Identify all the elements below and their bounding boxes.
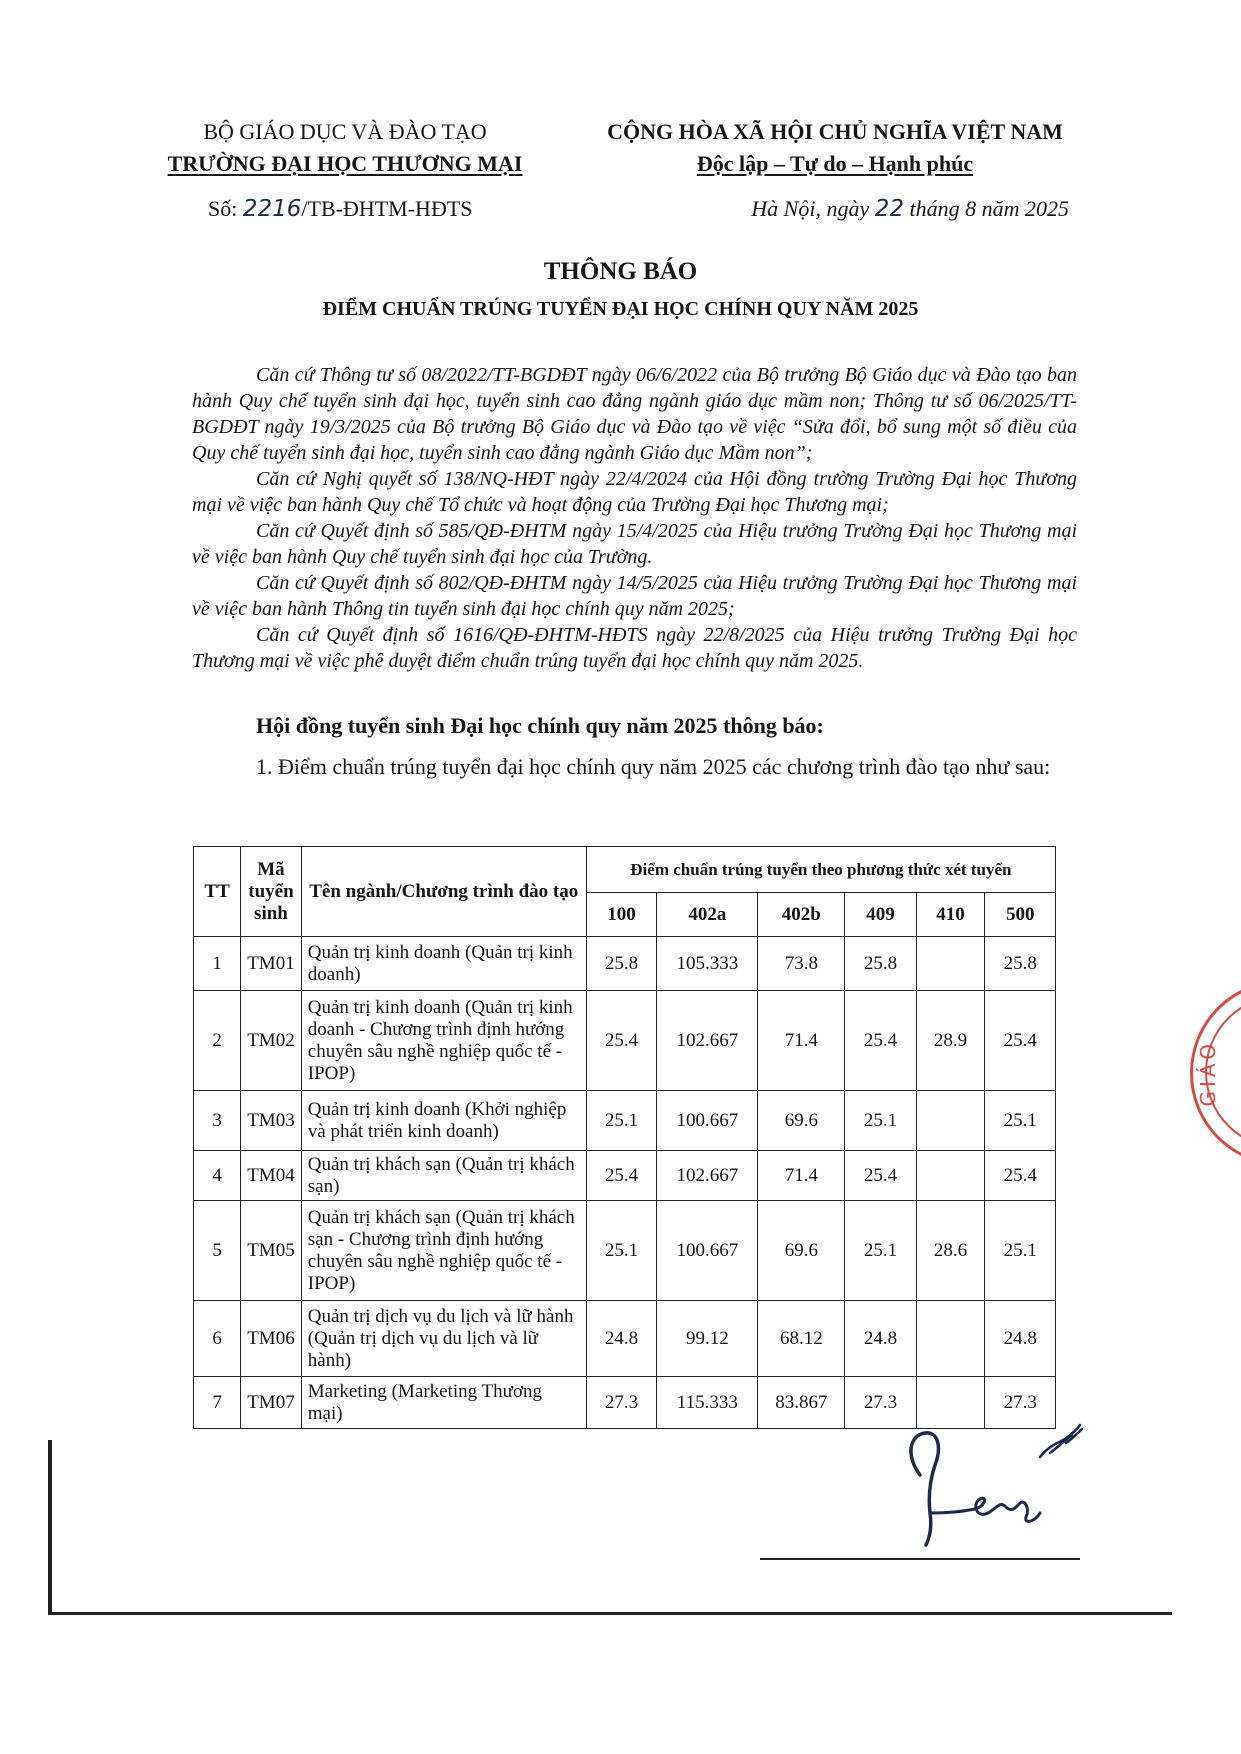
page-subtitle: ĐIỂM CHUẨN TRÚNG TUYỂN ĐẠI HỌC CHÍNH QUY NĂM 2025 <box>322 298 919 320</box>
score-402a: 99.12 <box>657 1301 758 1377</box>
row-code: TM03 <box>241 1091 302 1151</box>
score-100: 25.1 <box>586 1201 657 1301</box>
section-intro: 1. Điểm chuẩn trúng tuyển đại học chính quy năm 2025 các chương trình đào tạo như sau: <box>256 754 1051 779</box>
row-code: TM02 <box>241 991 302 1091</box>
announcement-heading: Hội đồng tuyển sinh Đại học chính quy năm 2025 thông báo: <box>256 713 824 738</box>
ministry-name: BỘ GIÁO DỤC VÀ ĐÀO TẠO <box>203 119 487 144</box>
handwritten-day: 22 <box>874 196 904 222</box>
table-row <box>194 937 1056 991</box>
score-409: 25.4 <box>845 991 916 1091</box>
page-title: THÔNG BÁO <box>543 258 698 285</box>
scan-edge <box>48 1440 52 1615</box>
table-row <box>194 1151 1056 1201</box>
handwritten-doc-number: 2216 <box>242 196 302 222</box>
score-402b: 73.8 <box>758 937 845 991</box>
row-program: Quản trị dịch vụ du lịch và lữ hành (Quản trị dịch vụ du lịch và lữ hành) <box>301 1301 586 1377</box>
score-409: 24.8 <box>845 1301 916 1377</box>
motto: Độc lập – Tự do – Hạnh phúc <box>696 151 974 176</box>
row-code: TM04 <box>241 1151 302 1201</box>
score-500: 25.4 <box>985 1151 1056 1201</box>
score-402a: 105.333 <box>657 937 758 991</box>
table-row <box>194 991 1056 1091</box>
score-410: 28.9 <box>916 991 985 1091</box>
score-410 <box>916 1151 985 1201</box>
score-409: 25.4 <box>845 1151 916 1201</box>
row-program: Quản trị khách sạn (Quản trị khách sạn - Chương trình định hướng chuyên sâu nghề nghiệp quốc tế - IPOP) <box>301 1201 586 1301</box>
score-100: 25.4 <box>586 1151 657 1201</box>
row-tt: 3 <box>194 1091 241 1151</box>
table-row <box>194 1091 1056 1151</box>
row-tt: 7 <box>194 1377 241 1429</box>
legal-basis-item: Căn cứ Quyết định số 802/QĐ-ĐHTM ngày 14/5/2025 của Hiệu trưởng Trường Đại học Thương mại về việc ban hành Thông tin tuyển sinh đại học chính quy năm 2025; <box>192 572 1077 620</box>
country-name: CỘNG HÒA XÃ HỘI CHỦ NGHĨA VIỆT NAM <box>607 119 1063 144</box>
score-410: 28.6 <box>916 1201 985 1301</box>
legal-basis-item: Căn cứ Quyết định số 585/QĐ-ĐHTM ngày 15/4/2025 của Hiệu trưởng Trường Đại học Thương mại về việc ban hành Quy chế tuyển sinh đại học của Trường. <box>192 520 1077 568</box>
row-program: Quản trị khách sạn (Quản trị khách sạn) <box>301 1151 586 1201</box>
col-header-method: 409 <box>845 893 916 937</box>
col-header-method: 402b <box>758 893 845 937</box>
legal-basis-item: Căn cứ Quyết định số 1616/QĐ-ĐHTM-HĐTS ngày 22/8/2025 của Hiệu trưởng Trường Đại học Thương mại về việc phê duyệt điểm chuẩn trúng tuyển đại học chính quy năm 2025. <box>192 624 1077 672</box>
row-program: Marketing (Marketing Thương mại) <box>301 1377 586 1429</box>
col-header-method: 410 <box>916 893 985 937</box>
score-100: 24.8 <box>586 1301 657 1377</box>
score-402a: 115.333 <box>657 1377 758 1429</box>
score-409: 25.1 <box>845 1201 916 1301</box>
score-100: 25.1 <box>586 1091 657 1151</box>
page-bottom-rule <box>48 1612 1172 1615</box>
signature-initials-icon <box>880 1395 1140 1565</box>
score-500: 24.8 <box>985 1301 1056 1377</box>
col-header-method: 100 <box>586 893 657 937</box>
row-program: Quản trị kinh doanh (Quản trị kinh doanh - Chương trình định hướng chuyên sâu nghề nghiệp quốc tế - IPOP) <box>301 991 586 1091</box>
score-410 <box>916 1091 985 1151</box>
national-motto-block <box>580 116 1090 180</box>
score-100: 27.3 <box>586 1377 657 1429</box>
score-409: 25.8 <box>845 937 916 991</box>
score-100: 25.8 <box>586 937 657 991</box>
document-number: Số: 2216/TB-ĐHTM-HĐTS <box>208 196 473 222</box>
legal-basis-item: Căn cứ Nghị quyết số 138/NQ-HĐT ngày 22/4/2024 của Hội đồng trường Trường Đại học Thương mại về việc ban hành Quy chế Tổ chức và hoạt động của Trường Đại học Thương mại; <box>192 468 1077 516</box>
col-header-method: 402a <box>657 893 758 937</box>
score-500: 25.1 <box>985 1201 1056 1301</box>
score-410 <box>916 937 985 991</box>
row-tt: 4 <box>194 1151 241 1201</box>
score-500: 25.8 <box>985 937 1056 991</box>
legal-basis-item: Căn cứ Thông tư số 08/2022/TT-BGDĐT ngày 06/6/2022 của Bộ trưởng Bộ Giáo dục và Đào tạo ban hành Quy chế tuyển sinh đại học, tuyển sinh cao đẳng ngành giáo dục mầm non; Thông tư số 06/2025/TT-BGDĐT ngày 19/3/2025 của Bộ trưởng Bộ Giáo dục và Đào tạo về việc “Sửa đổi, bổ sung một số điều của Quy chế tuyển sinh đại học, tuyển sinh cao đẳng ngành Giáo dục Mầm non”; <box>192 364 1077 464</box>
row-tt: 5 <box>194 1201 241 1301</box>
table-row <box>194 1201 1056 1301</box>
row-code: TM07 <box>241 1377 302 1429</box>
score-402a: 102.667 <box>657 1151 758 1201</box>
legal-basis <box>192 362 1077 674</box>
score-500: 27.3 <box>985 1377 1056 1429</box>
score-410 <box>916 1301 985 1377</box>
row-code: TM01 <box>241 937 302 991</box>
score-402b: 68.12 <box>758 1301 845 1377</box>
row-tt: 2 <box>194 991 241 1091</box>
col-header-score-group: Điểm chuẩn trúng tuyển theo phương thức xét tuyển <box>586 847 1055 893</box>
row-tt: 1 <box>194 937 241 991</box>
score-402b: 71.4 <box>758 1151 845 1201</box>
col-header-code: Mã tuyển sinh <box>241 847 302 937</box>
cutoff-score-table <box>193 846 1056 1429</box>
score-500: 25.4 <box>985 991 1056 1091</box>
score-402a: 102.667 <box>657 991 758 1091</box>
score-402b: 69.6 <box>758 1091 845 1151</box>
university-name: TRƯỜNG ĐẠI HỌC THƯƠNG MẠI <box>167 151 523 176</box>
score-409: 27.3 <box>845 1377 916 1429</box>
document-date: Hà Nội, ngày 22 tháng 8 năm 2025 <box>751 196 1069 222</box>
score-500: 25.1 <box>985 1091 1056 1151</box>
score-402b: 71.4 <box>758 991 845 1091</box>
score-402b: 69.6 <box>758 1201 845 1301</box>
table-row <box>194 1301 1056 1377</box>
score-402a: 100.667 <box>657 1201 758 1301</box>
score-402b: 83.867 <box>758 1377 845 1429</box>
stamp-text: GIÁO <box>1196 1040 1220 1107</box>
divider <box>760 1558 1080 1560</box>
row-tt: 6 <box>194 1301 241 1377</box>
row-code: TM05 <box>241 1201 302 1301</box>
col-header-tt: TT <box>194 847 241 937</box>
col-header-program: Tên ngành/Chương trình đào tạo <box>301 847 586 937</box>
row-program: Quản trị kinh doanh (Khởi nghiệp và phát triển kinh doanh) <box>301 1091 586 1151</box>
score-100: 25.4 <box>586 991 657 1091</box>
col-header-method: 500 <box>985 893 1056 937</box>
row-program: Quản trị kinh doanh (Quản trị kinh doanh) <box>301 937 586 991</box>
score-402a: 100.667 <box>657 1091 758 1151</box>
score-409: 25.1 <box>845 1091 916 1151</box>
row-code: TM06 <box>241 1301 302 1377</box>
issuer-block <box>145 116 545 180</box>
